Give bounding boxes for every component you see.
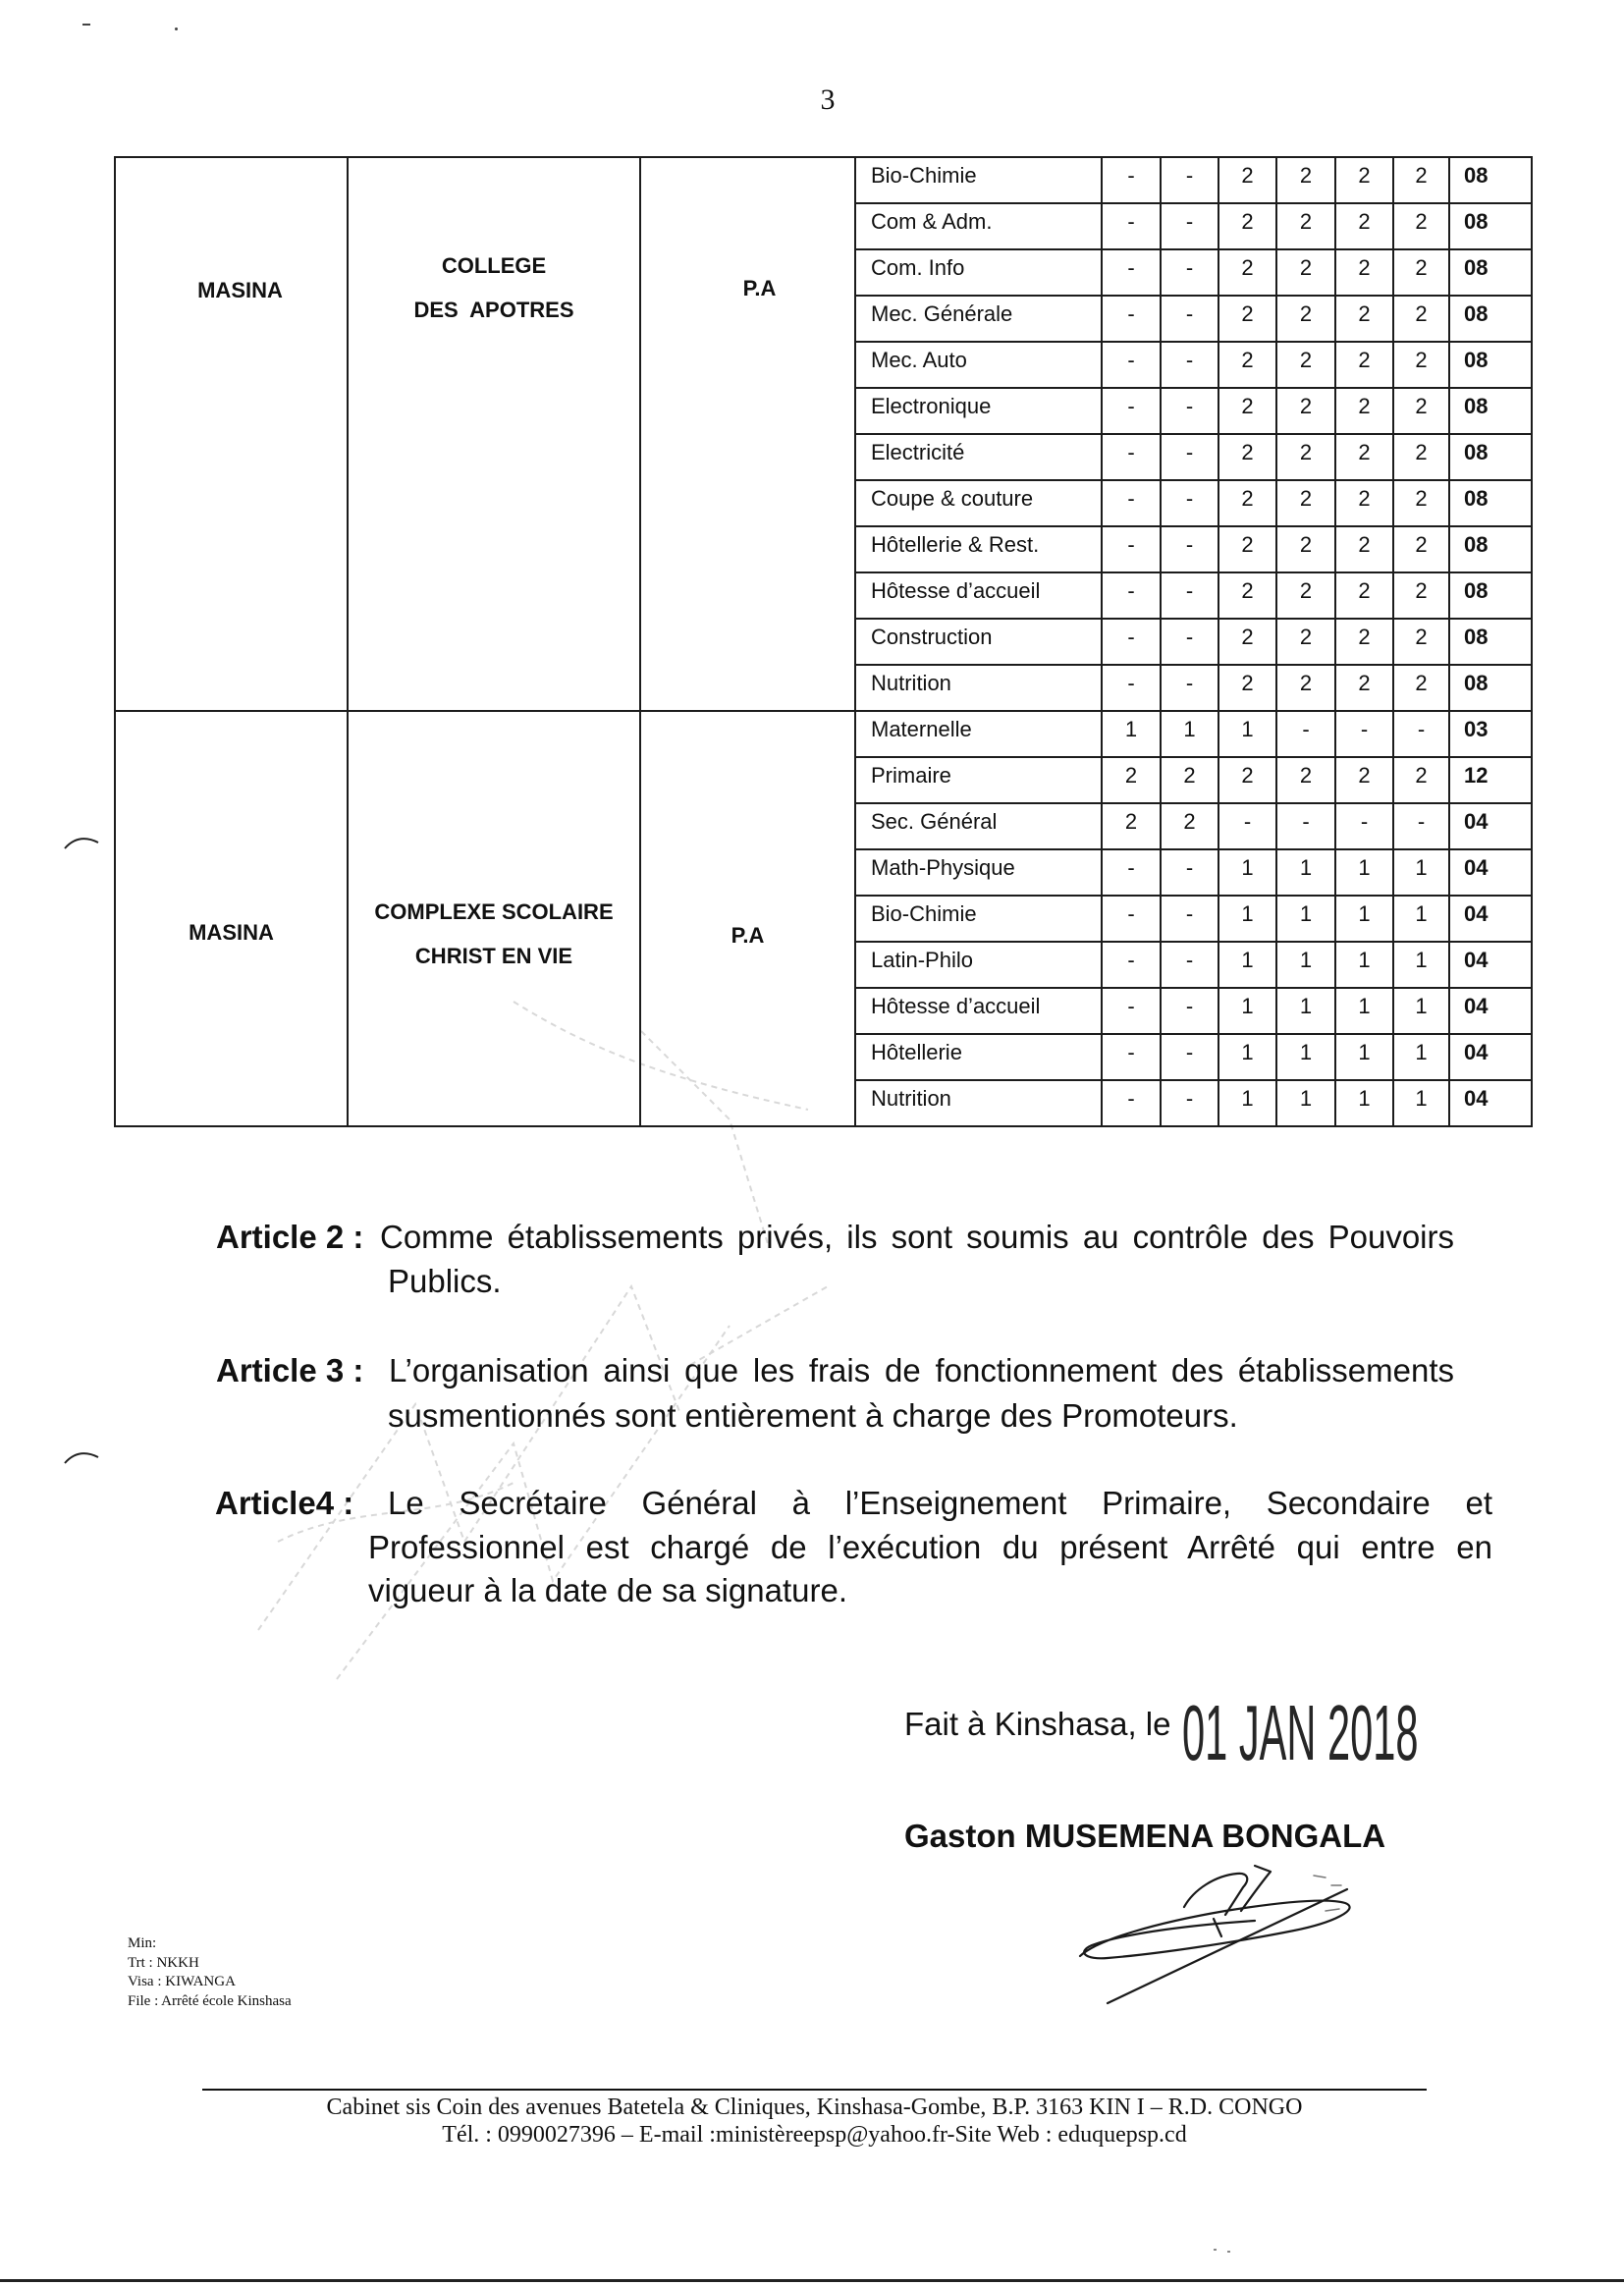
class-count-cell: 2: [1276, 572, 1335, 619]
class-count-cell: 2: [1335, 757, 1393, 803]
handwritten-signature: [1068, 1846, 1363, 2018]
class-count-cell: 2: [1335, 480, 1393, 526]
class-count-cell: 2: [1218, 342, 1276, 388]
article-3-text-line: L’organisation ainsi que les frais de fonctionnement des établissements: [389, 1352, 1454, 1388]
class-count-cell: -: [1102, 988, 1161, 1034]
school-name-cell: [348, 711, 640, 1126]
class-count-cell: 2: [1393, 434, 1449, 480]
class-count-cell: -: [1161, 388, 1218, 434]
class-count-cell: 1: [1102, 711, 1161, 757]
class-count-cell: -: [1102, 665, 1161, 711]
class-count-cell: -: [1161, 296, 1218, 342]
article-2-text-line: Comme établissements privés, ils sont soumis au contrôle des Pouvoirs: [380, 1219, 1454, 1255]
total-cell: 08: [1449, 388, 1532, 434]
class-count-cell: 1: [1218, 988, 1276, 1034]
school-name-line: CHRIST EN VIE: [414, 944, 573, 968]
option-cell: Maternelle: [855, 711, 1102, 757]
class-count-cell: 2: [1218, 157, 1276, 203]
class-count-cell: -: [1102, 203, 1161, 249]
class-count-cell: -: [1161, 203, 1218, 249]
class-count-cell: 2: [1335, 619, 1393, 665]
option-cell: Mec. Générale: [855, 296, 1102, 342]
total-cell: 03: [1449, 711, 1532, 757]
reference-line: Visa : KIWANGA: [128, 1974, 236, 1989]
punch-hole-mark: [63, 831, 102, 852]
scan-mark: [175, 27, 178, 30]
class-count-cell: -: [1161, 434, 1218, 480]
class-count-cell: -: [1335, 711, 1393, 757]
class-count-cell: 1: [1335, 988, 1393, 1034]
class-count-cell: 2: [1218, 480, 1276, 526]
class-count-cell: -: [1161, 572, 1218, 619]
class-count-cell: -: [1393, 803, 1449, 849]
option-cell: Hôtesse d’accueil: [855, 572, 1102, 619]
class-count-cell: -: [1102, 1080, 1161, 1126]
option-cell: Com. Info: [855, 249, 1102, 296]
class-count-cell: -: [1161, 1080, 1218, 1126]
class-count-cell: -: [1102, 388, 1161, 434]
class-count-cell: 1: [1393, 942, 1449, 988]
class-count-cell: -: [1102, 249, 1161, 296]
option-cell: Sec. Général: [855, 803, 1102, 849]
class-count-cell: 2: [1335, 203, 1393, 249]
class-count-cell: -: [1161, 1034, 1218, 1080]
option-cell: Electronique: [855, 388, 1102, 434]
class-count-cell: 2: [1161, 803, 1218, 849]
class-count-cell: 2: [1393, 296, 1449, 342]
class-count-cell: 1: [1335, 1080, 1393, 1126]
footer-divider: [202, 2089, 1427, 2091]
school-name-line: COLLEGE: [441, 253, 547, 278]
reference-line: File : Arrêté école Kinshasa: [128, 1992, 292, 2009]
class-count-cell: 2: [1393, 665, 1449, 711]
class-count-cell: 1: [1218, 896, 1276, 942]
article-4-text-line: Professionnel est chargé de l’exécution du présent Arrêté qui entre en: [368, 1529, 1492, 1565]
class-count-cell: -: [1161, 665, 1218, 711]
schools-table-body: [115, 157, 1532, 1126]
class-count-cell: 2: [1393, 480, 1449, 526]
table-row: [115, 157, 1532, 203]
class-count-cell: -: [1161, 896, 1218, 942]
total-cell: 04: [1449, 896, 1532, 942]
class-count-cell: -: [1102, 434, 1161, 480]
class-count-cell: 2: [1393, 526, 1449, 572]
class-count-cell: 1: [1335, 1034, 1393, 1080]
class-count-cell: -: [1161, 942, 1218, 988]
class-count-cell: 2: [1218, 249, 1276, 296]
class-count-cell: 1: [1393, 988, 1449, 1034]
class-count-cell: 2: [1393, 157, 1449, 203]
class-count-cell: 2: [1335, 342, 1393, 388]
article-4-text-line: vigueur à la date de sa signature.: [368, 1572, 847, 1608]
class-count-cell: 2: [1276, 203, 1335, 249]
page-number: 3: [820, 83, 836, 116]
total-cell: 08: [1449, 157, 1532, 203]
option-cell: Coupe & couture: [855, 480, 1102, 526]
option-cell: Hôtellerie & Rest.: [855, 526, 1102, 572]
class-count-cell: 2: [1276, 665, 1335, 711]
page-bottom-edge: [0, 2279, 1624, 2282]
total-cell: 08: [1449, 342, 1532, 388]
article-4-text-line: Le Secrétaire Général à l’Enseignement Primaire, Secondaire et: [388, 1485, 1492, 1521]
option-cell: Construction: [855, 619, 1102, 665]
class-count-cell: 2: [1276, 249, 1335, 296]
class-count-cell: 1: [1393, 1034, 1449, 1080]
place-and-date-text: Fait à Kinshasa, le: [904, 1706, 1171, 1742]
class-count-cell: -: [1102, 1034, 1161, 1080]
option-cell: Bio-Chimie: [855, 896, 1102, 942]
class-count-cell: 2: [1218, 526, 1276, 572]
footer: [202, 2094, 1427, 2149]
class-count-cell: 2: [1335, 526, 1393, 572]
reference-line: Min:: [128, 1935, 157, 1951]
commune-cell: MASINA: [115, 711, 348, 1126]
class-count-cell: 2: [1102, 757, 1161, 803]
total-cell: 08: [1449, 203, 1532, 249]
class-count-cell: 2: [1218, 572, 1276, 619]
school-name-line: DES APOTRES: [413, 298, 574, 322]
total-cell: 08: [1449, 572, 1532, 619]
reference-block: [128, 1934, 292, 2011]
class-count-cell: 2: [1218, 665, 1276, 711]
total-cell: 04: [1449, 849, 1532, 896]
class-count-cell: 1: [1276, 942, 1335, 988]
schools-table: [114, 156, 1533, 1127]
footer-address: Cabinet sis Coin des avenues Batetela & Cliniques, Kinshasa-Gombe, B.P. 3163 KIN I – R.D. CONGO: [326, 2095, 1303, 2120]
class-count-cell: 2: [1218, 757, 1276, 803]
class-count-cell: 2: [1393, 388, 1449, 434]
scan-mark: [1214, 2249, 1217, 2251]
total-cell: 04: [1449, 988, 1532, 1034]
class-count-cell: -: [1102, 342, 1161, 388]
school-name-line: COMPLEXE SCOLAIRE: [374, 899, 614, 924]
class-count-cell: 1: [1276, 849, 1335, 896]
total-cell: 04: [1449, 942, 1532, 988]
class-count-cell: -: [1276, 711, 1335, 757]
class-count-cell: -: [1335, 803, 1393, 849]
article-3-text-line: susmentionnés sont entièrement à charge des Promoteurs.: [388, 1397, 1238, 1434]
total-cell: 08: [1449, 249, 1532, 296]
signatory-name: Gaston MUSEMENA BONGALA: [904, 1818, 1386, 1854]
class-count-cell: 1: [1218, 1080, 1276, 1126]
option-cell: Hôtesse d’accueil: [855, 988, 1102, 1034]
commune-cell: MASINA: [115, 157, 348, 711]
class-count-cell: 2: [1393, 619, 1449, 665]
footer-contact: Tél. : 0990027396 – E-mail :ministèreepsp@yahoo.fr-Site Web : eduquepsp.cd: [442, 2122, 1187, 2148]
scan-mark: [82, 24, 90, 26]
class-count-cell: -: [1393, 711, 1449, 757]
class-count-cell: 2: [1335, 572, 1393, 619]
class-count-cell: 2: [1335, 296, 1393, 342]
class-count-cell: -: [1218, 803, 1276, 849]
class-count-cell: 2: [1393, 572, 1449, 619]
class-count-cell: 1: [1276, 1034, 1335, 1080]
total-cell: 08: [1449, 619, 1532, 665]
class-count-cell: 2: [1335, 388, 1393, 434]
class-count-cell: 2: [1276, 434, 1335, 480]
regime-cell: P.A: [640, 711, 855, 1126]
class-count-cell: 2: [1335, 249, 1393, 296]
total-cell: 04: [1449, 1080, 1532, 1126]
regime-cell: P.A: [640, 157, 855, 711]
article-4-label: Article4 :: [215, 1485, 354, 1521]
class-count-cell: 2: [1161, 757, 1218, 803]
class-count-cell: 2: [1335, 157, 1393, 203]
class-count-cell: 2: [1276, 480, 1335, 526]
class-count-cell: -: [1102, 896, 1161, 942]
class-count-cell: 1: [1218, 711, 1276, 757]
class-count-cell: -: [1102, 296, 1161, 342]
total-cell: 04: [1449, 1034, 1532, 1080]
class-count-cell: 2: [1276, 526, 1335, 572]
class-count-cell: 2: [1276, 342, 1335, 388]
class-count-cell: -: [1161, 526, 1218, 572]
class-count-cell: 1: [1276, 988, 1335, 1034]
class-count-cell: 2: [1102, 803, 1161, 849]
total-cell: 08: [1449, 665, 1532, 711]
article-3-label: Article 3 :: [216, 1352, 364, 1388]
total-cell: 08: [1449, 480, 1532, 526]
class-count-cell: 1: [1276, 896, 1335, 942]
class-count-cell: 2: [1218, 296, 1276, 342]
table-row: [115, 711, 1532, 757]
class-count-cell: 1: [1393, 1080, 1449, 1126]
class-count-cell: 2: [1393, 249, 1449, 296]
class-count-cell: 2: [1393, 203, 1449, 249]
total-cell: 08: [1449, 296, 1532, 342]
class-count-cell: 1: [1218, 1034, 1276, 1080]
class-count-cell: 2: [1276, 757, 1335, 803]
class-count-cell: 2: [1218, 619, 1276, 665]
class-count-cell: -: [1161, 988, 1218, 1034]
class-count-cell: -: [1161, 157, 1218, 203]
class-count-cell: 1: [1393, 896, 1449, 942]
option-cell: Nutrition: [855, 665, 1102, 711]
class-count-cell: 2: [1335, 665, 1393, 711]
option-cell: Primaire: [855, 757, 1102, 803]
class-count-cell: -: [1102, 849, 1161, 896]
option-cell: Bio-Chimie: [855, 157, 1102, 203]
class-count-cell: 1: [1335, 849, 1393, 896]
option-cell: Hôtellerie: [855, 1034, 1102, 1080]
class-count-cell: 1: [1393, 849, 1449, 896]
class-count-cell: 2: [1276, 619, 1335, 665]
total-cell: 04: [1449, 803, 1532, 849]
date-stamp: 01 JAN 2018: [1182, 1689, 1419, 1776]
option-cell: Math-Physique: [855, 849, 1102, 896]
school-name-cell: [348, 157, 640, 711]
class-count-cell: 2: [1276, 157, 1335, 203]
class-count-cell: -: [1161, 342, 1218, 388]
total-cell: 12: [1449, 757, 1532, 803]
class-count-cell: 1: [1335, 942, 1393, 988]
class-count-cell: -: [1161, 480, 1218, 526]
total-cell: 08: [1449, 526, 1532, 572]
class-count-cell: 1: [1276, 1080, 1335, 1126]
class-count-cell: 1: [1218, 942, 1276, 988]
class-count-cell: -: [1161, 849, 1218, 896]
class-count-cell: 2: [1218, 203, 1276, 249]
article-2-text-line: Publics.: [388, 1263, 502, 1299]
class-count-cell: 1: [1218, 849, 1276, 896]
class-count-cell: -: [1102, 572, 1161, 619]
class-count-cell: 2: [1218, 388, 1276, 434]
option-cell: Electricité: [855, 434, 1102, 480]
punch-hole-mark: [63, 1445, 102, 1467]
article-2-label: Article 2 :: [216, 1219, 364, 1255]
class-count-cell: 2: [1335, 434, 1393, 480]
class-count-cell: 1: [1161, 711, 1218, 757]
option-cell: Nutrition: [855, 1080, 1102, 1126]
class-count-cell: -: [1102, 619, 1161, 665]
class-count-cell: -: [1161, 249, 1218, 296]
class-count-cell: -: [1102, 526, 1161, 572]
class-count-cell: 2: [1393, 757, 1449, 803]
option-cell: Mec. Auto: [855, 342, 1102, 388]
class-count-cell: -: [1102, 157, 1161, 203]
option-cell: Latin-Philo: [855, 942, 1102, 988]
class-count-cell: 2: [1393, 342, 1449, 388]
class-count-cell: -: [1276, 803, 1335, 849]
total-cell: 08: [1449, 434, 1532, 480]
class-count-cell: -: [1102, 480, 1161, 526]
class-count-cell: 2: [1276, 388, 1335, 434]
scan-mark: [1227, 2251, 1230, 2253]
class-count-cell: 1: [1335, 896, 1393, 942]
class-count-cell: 2: [1276, 296, 1335, 342]
class-count-cell: -: [1161, 619, 1218, 665]
class-count-cell: 2: [1218, 434, 1276, 480]
option-cell: Com & Adm.: [855, 203, 1102, 249]
class-count-cell: -: [1102, 942, 1161, 988]
reference-line: Trt : NKKH: [128, 1954, 199, 1971]
